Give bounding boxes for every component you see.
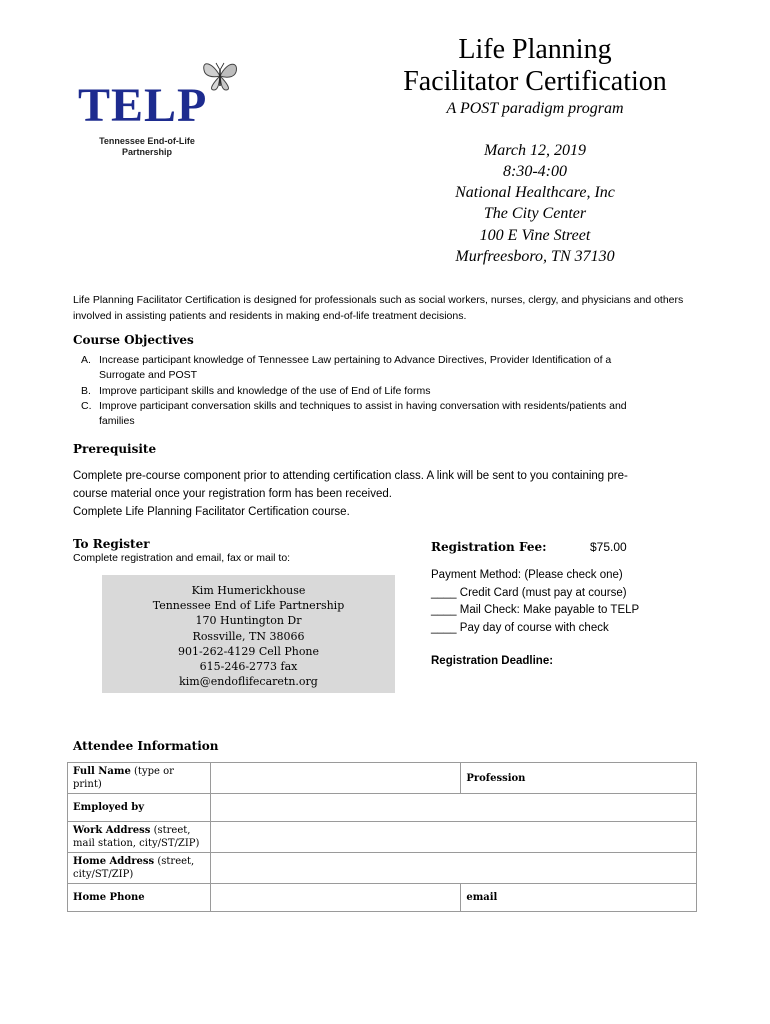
- event-time: 8:30-4:00: [503, 163, 567, 180]
- contact-org: Tennessee End of Life Partnership: [152, 599, 345, 613]
- attendee-table: [67, 762, 697, 912]
- objectives-heading: Course Objectives: [73, 333, 194, 347]
- work-address-field[interactable]: [210, 822, 696, 853]
- home-address-field[interactable]: [210, 853, 696, 884]
- payment-option-mail[interactable]: ____ Mail Check: Make payable to TELP: [431, 604, 640, 616]
- deadline-label: Registration Deadline:: [431, 655, 554, 667]
- table-row: [68, 853, 697, 884]
- table-row: [68, 763, 697, 794]
- work-address-label-cell: Work Address (street, mail station, city/ST/ZIP): [68, 822, 211, 853]
- objective-a: A. Increase participant knowledge of Tennessee Law pertaining to Advance Directives, Provider Identification of a Surrogate and POST: [81, 354, 612, 381]
- payment-option-course-day[interactable]: ____ Pay day of course with check: [431, 621, 609, 634]
- logo-subtitle: Tennessee End-of-Life Partnership: [99, 136, 195, 157]
- contact-box: [102, 575, 395, 693]
- page-title-line1: Life Planning: [458, 34, 612, 65]
- full-name-label-cell: Full Name (type or print): [68, 763, 211, 794]
- email-field[interactable]: email: [461, 884, 697, 912]
- register-instruction: Complete registration and email, fax or mail to:: [73, 552, 291, 564]
- butterfly-icon: [200, 58, 240, 94]
- tagline: A POST paradigm program: [446, 100, 624, 117]
- logo-wordmark: TELP: [78, 79, 208, 132]
- contact-name: Kim Humerickhouse: [191, 584, 306, 597]
- objective-c: C. Improve participant conversation skills and techniques to assist in having conversation with residents/patients and families: [81, 400, 627, 427]
- contact-fax: 615-246-2773 fax: [199, 660, 298, 674]
- attendee-heading: Attendee Information: [73, 739, 219, 753]
- payment-method-label: Payment Method: (Please check one): [431, 569, 623, 581]
- employed-label-cell: Employed by: [68, 794, 211, 822]
- contact-city: Rossville, TN 38066: [192, 629, 305, 643]
- home-address-label-cell: Home Address (street, city/ST/ZIP): [68, 853, 211, 884]
- contact-street: 170 Huntington Dr: [195, 614, 302, 628]
- profession-field[interactable]: Profession: [461, 763, 697, 794]
- event-host: National Healthcare, Inc: [455, 184, 615, 201]
- event-date: March 12, 2019: [483, 142, 587, 159]
- event-city: Murfreesboro, TN 37130: [455, 248, 615, 265]
- page-title-line2: Facilitator Certification: [403, 66, 667, 97]
- fee-label: Registration Fee:: [431, 540, 547, 554]
- intro-paragraph: Life Planning Facilitator Certification is designed for professionals such as social workers, nurses, clergy, and physicians and others involved in assisting patients and residents in making end-of-life treatment decisions.: [73, 294, 684, 322]
- payment-option-credit[interactable]: ____ Credit Card (must pay at course): [431, 586, 627, 599]
- payment-method-list: [431, 567, 639, 637]
- home-phone-field[interactable]: [210, 884, 460, 912]
- event-street: 100 E Vine Street: [479, 227, 591, 244]
- table-row: [68, 822, 697, 853]
- contact-cell: 901-262-4129 Cell Phone: [177, 644, 320, 658]
- full-name-field[interactable]: [210, 763, 460, 794]
- event-venue: The City Center: [483, 205, 587, 222]
- fee-value: $75.00: [590, 540, 627, 554]
- prerequisite-heading: Prerequisite: [73, 442, 157, 456]
- table-row: [68, 884, 697, 912]
- register-heading: To Register: [73, 537, 150, 551]
- prerequisite-text: Complete pre-course component prior to attending certification class. A link will be sent to you containing pre- course material once your registration form has been received. Complete Life Planning Facilitator Certification course.: [73, 470, 628, 518]
- objective-b: B. Improve participant skills and knowledge of the use of End of Life forms: [81, 385, 431, 397]
- contact-email: kim@endoflifecaretn.org: [179, 675, 318, 689]
- employed-field[interactable]: [210, 794, 696, 822]
- home-phone-label-cell: Home Phone: [68, 884, 211, 912]
- table-row: [68, 794, 697, 822]
